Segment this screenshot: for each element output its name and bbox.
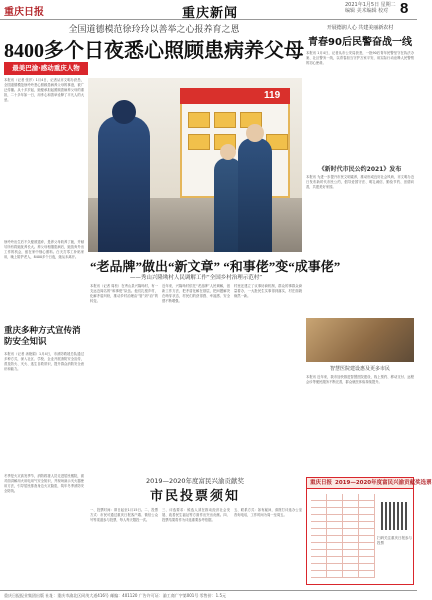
ballot-cell <box>343 571 359 577</box>
photo-board-number: 119 <box>264 90 281 101</box>
ballot-cell <box>311 543 327 549</box>
right-text-2: 本报讯 为进一步提升市民文明素养，推动形成良好社会风尚，市文明办近日发布新时代市民公约，倡导爱国守法、明礼诚信、勤俭节约、崇德向善，共建美好家园。 <box>306 175 414 189</box>
ballot-row <box>311 543 375 550</box>
news-photo <box>88 78 302 252</box>
ballot-cell <box>327 501 343 507</box>
right-subhead: 《新时代市民公约2021》发布 <box>318 166 402 173</box>
ballot-note: 扫码关注重庆日报参与投票 <box>377 536 412 545</box>
lead-band: 最美巴渝·感动重庆人物 <box>4 62 88 75</box>
ballot-row <box>311 557 375 564</box>
ballot-row <box>311 501 375 508</box>
side-column-2: 冬季是火灾高发季节，消防救援人员走进居民楼院，面对面讲解用火用电用气安全知识，并现场演示灭火器使用方法，引导居民排查身边火灾隐患，筑牢冬季消防安全防线。 <box>4 474 84 493</box>
vote-column-3: 五、联系方式：如有疑问，请拨打评选办公室咨询电话，工作时间为周一至周五。 <box>234 508 302 517</box>
ballot-cell <box>327 564 343 570</box>
second-column-2: 近年来，兴隆坳村依托“老品牌”人民调解，创新工作方法，把矛盾化解在基层，把问题解决在萌芽状态，村民们的获得感、幸福感、安全感不断增强。 <box>162 284 230 303</box>
page-meta: 2021年1月5日 星期二 编辑 美术编辑 校对 <box>345 2 396 14</box>
photo-visitor-head <box>220 144 236 160</box>
ballot-cell <box>343 529 359 535</box>
vote-kicker: 2019—2020年度富民兴渝贡献奖 <box>145 477 245 485</box>
photo-officer-head <box>246 124 264 142</box>
ballot-cell <box>343 508 359 514</box>
right-photo <box>306 318 414 362</box>
photo-firefighter <box>98 116 150 252</box>
ballot-cell <box>327 508 343 514</box>
right-column <box>306 22 414 542</box>
ballot-cell <box>311 529 327 535</box>
ballot-cell <box>359 543 375 549</box>
ballot-cell <box>359 529 375 535</box>
ballot-cell <box>327 543 343 549</box>
ballot-cell <box>311 494 327 500</box>
right-kicker: 开展德润人心 共建美丽新农村 <box>326 25 394 31</box>
lead-column-1: 本报讯（记者 张莎）1月4日，记者从市文明办获悉，全国道德模范徐玲玲悉心照顾患病养父母的事迹，被广泛传播。从十多岁起，她便承担起照顾患病养父母的重担，二十多年如一日，用孝心和善举诠释了平凡人的大爱。 <box>4 78 84 102</box>
lead-kicker: 全国道德模范徐玲玲以善举之心报养育之恩 <box>68 25 240 35</box>
ballot-row <box>311 508 375 515</box>
lead-headline: 8400多个日夜悉心照顾患病养父母 <box>4 40 304 62</box>
ballot-cell <box>343 515 359 521</box>
qr-code-icon <box>381 502 409 530</box>
right-text-1: 本报讯 1月4日，记者从市公安局获悉，一批90后青年民警坚守在执法办案、社区警务一线，以青春担当守护万家平安，用实际行动诠释人民警察的初心使命。 <box>306 51 414 65</box>
ballot-cell <box>343 557 359 563</box>
ballot-cell <box>359 557 375 563</box>
ballot-cell <box>343 522 359 528</box>
ballot-cell <box>327 494 343 500</box>
second-subhead: ——秀山兴隆坳村人民调解工作“全国乡村治理示范村” <box>129 275 263 281</box>
ballot-cell <box>359 522 375 528</box>
ballot-cell <box>311 571 327 577</box>
ballot-cell <box>311 501 327 507</box>
ballot-row <box>311 571 375 578</box>
ballot-cell <box>343 494 359 500</box>
second-column-1: 本报讯（记者 周松）在秀山县兴隆坳村，有一支远近闻名的“和事佬”队伍。他们扎根乡村，化解矛盾纠纷，推动乡村治理由“管”到“治”的转变。 <box>90 284 158 303</box>
photo-tile <box>188 112 210 128</box>
vote-headline: 市民投票须知 <box>149 489 240 504</box>
ballot-cell <box>311 508 327 514</box>
ballot-cell <box>311 557 327 563</box>
ballot-cell <box>343 543 359 549</box>
ballot-row <box>311 550 375 557</box>
ballot-cell <box>359 571 375 577</box>
right-headline: 青春90后民警奋战一线 <box>308 37 412 48</box>
right-text-3: 本报讯 近年来，我市加快推进智慧医院建设，线上预约、移动支付、远程会诊等便民服务不断完善，群众就医体验持续提升。 <box>306 375 414 384</box>
ballot-cell <box>359 494 375 500</box>
newspaper-brand: 重庆日报 <box>4 7 44 18</box>
ballot-row <box>311 529 375 536</box>
ballot-row <box>311 564 375 571</box>
ballot-brand: 重庆日报 <box>310 480 333 486</box>
page-footer: 重庆日报报业集团出版 社址：重庆市渝北区同茂大道416号 邮编：401120 广告许可证：渝工商广字第001号 零售价：1.5元 <box>0 590 417 600</box>
second-headline: “老品牌”做出“新文章” “和事佬”变“成事佬” <box>90 259 341 274</box>
ballot-cell <box>327 550 343 556</box>
photo-tile <box>188 134 210 150</box>
lead-column-2: 徐玲玲出生后不久便被遗弃，是养父母收养了她，并倾尽所有将她抚养长大。养父母相继患病后，她放弃外出工作的机会，留在家中细心照料。白天打零工补贴家用，晚上陪护老人，8400多个日夜，她从未离开。 <box>4 240 84 259</box>
vote-column-2: 三、评选要求：候选人须在推动经济社会发展、改善民生福祉等方面作出突出贡献。四、投票结果将作为评选重要参考依据。 <box>162 508 230 522</box>
ballot-cell <box>359 550 375 556</box>
vote-column-1: 一、投票时间：即日起至1月15日。二、投票方式：市民可通过重庆日报客户端、微信公众号等渠道参与投票，每人每天限投一次。 <box>90 508 158 522</box>
ballot-cell <box>343 550 359 556</box>
ballot-cell <box>327 536 343 542</box>
ballot-cell <box>359 508 375 514</box>
ballot-row <box>311 494 375 501</box>
vote-banner <box>88 476 302 506</box>
photo-officer <box>238 138 272 252</box>
section-title: 重庆新闻 <box>181 6 238 21</box>
ballot-cell <box>359 564 375 570</box>
side-headline: 重庆多种方式宣传消防安全知识 <box>4 326 81 347</box>
ballot-cell <box>343 536 359 542</box>
right-photo-caption: 智慧医院建设惠及更多市民 <box>329 366 390 372</box>
ballot-cell <box>327 529 343 535</box>
second-column-3: 村里还建立了议事协商机制，群众的事群众商量着办，一大批民生实事得到落实，村庄面貌焕然一新。 <box>234 284 302 298</box>
ballot-cell <box>327 557 343 563</box>
photo-tile <box>214 112 236 128</box>
ballot-row <box>311 536 375 543</box>
masthead <box>0 0 417 20</box>
ballot-cell <box>311 536 327 542</box>
ballot-row <box>311 515 375 522</box>
ballot-cell <box>327 522 343 528</box>
page-number: 8 <box>400 0 409 17</box>
ballot-row <box>311 522 375 529</box>
ballot-title-bar <box>307 478 432 489</box>
ballot-grid <box>311 494 375 578</box>
ballot-cell <box>311 564 327 570</box>
photo-firefighter-head <box>112 100 136 124</box>
ballot-form <box>306 477 432 585</box>
ballot-cell <box>359 515 375 521</box>
ballot-cell <box>359 501 375 507</box>
ballot-cell <box>311 550 327 556</box>
ballot-title: 2019—2020年度富民兴渝贡献奖选票 <box>335 480 432 486</box>
ballot-cell <box>343 564 359 570</box>
ballot-cell <box>359 536 375 542</box>
ballot-cell <box>311 522 327 528</box>
side-column-1: 本报讯（记者 汤艳娟）1月4日，市消防救援总队通过多种方式，深入社区、学校、企业开展消防安全宣传，普及防火、灭火、逃生自救常识，提升群众消防安全意识和能力。 <box>4 352 84 371</box>
ballot-cell <box>343 501 359 507</box>
ballot-cell <box>327 515 343 521</box>
ballot-cell <box>311 515 327 521</box>
ballot-cell <box>327 571 343 577</box>
